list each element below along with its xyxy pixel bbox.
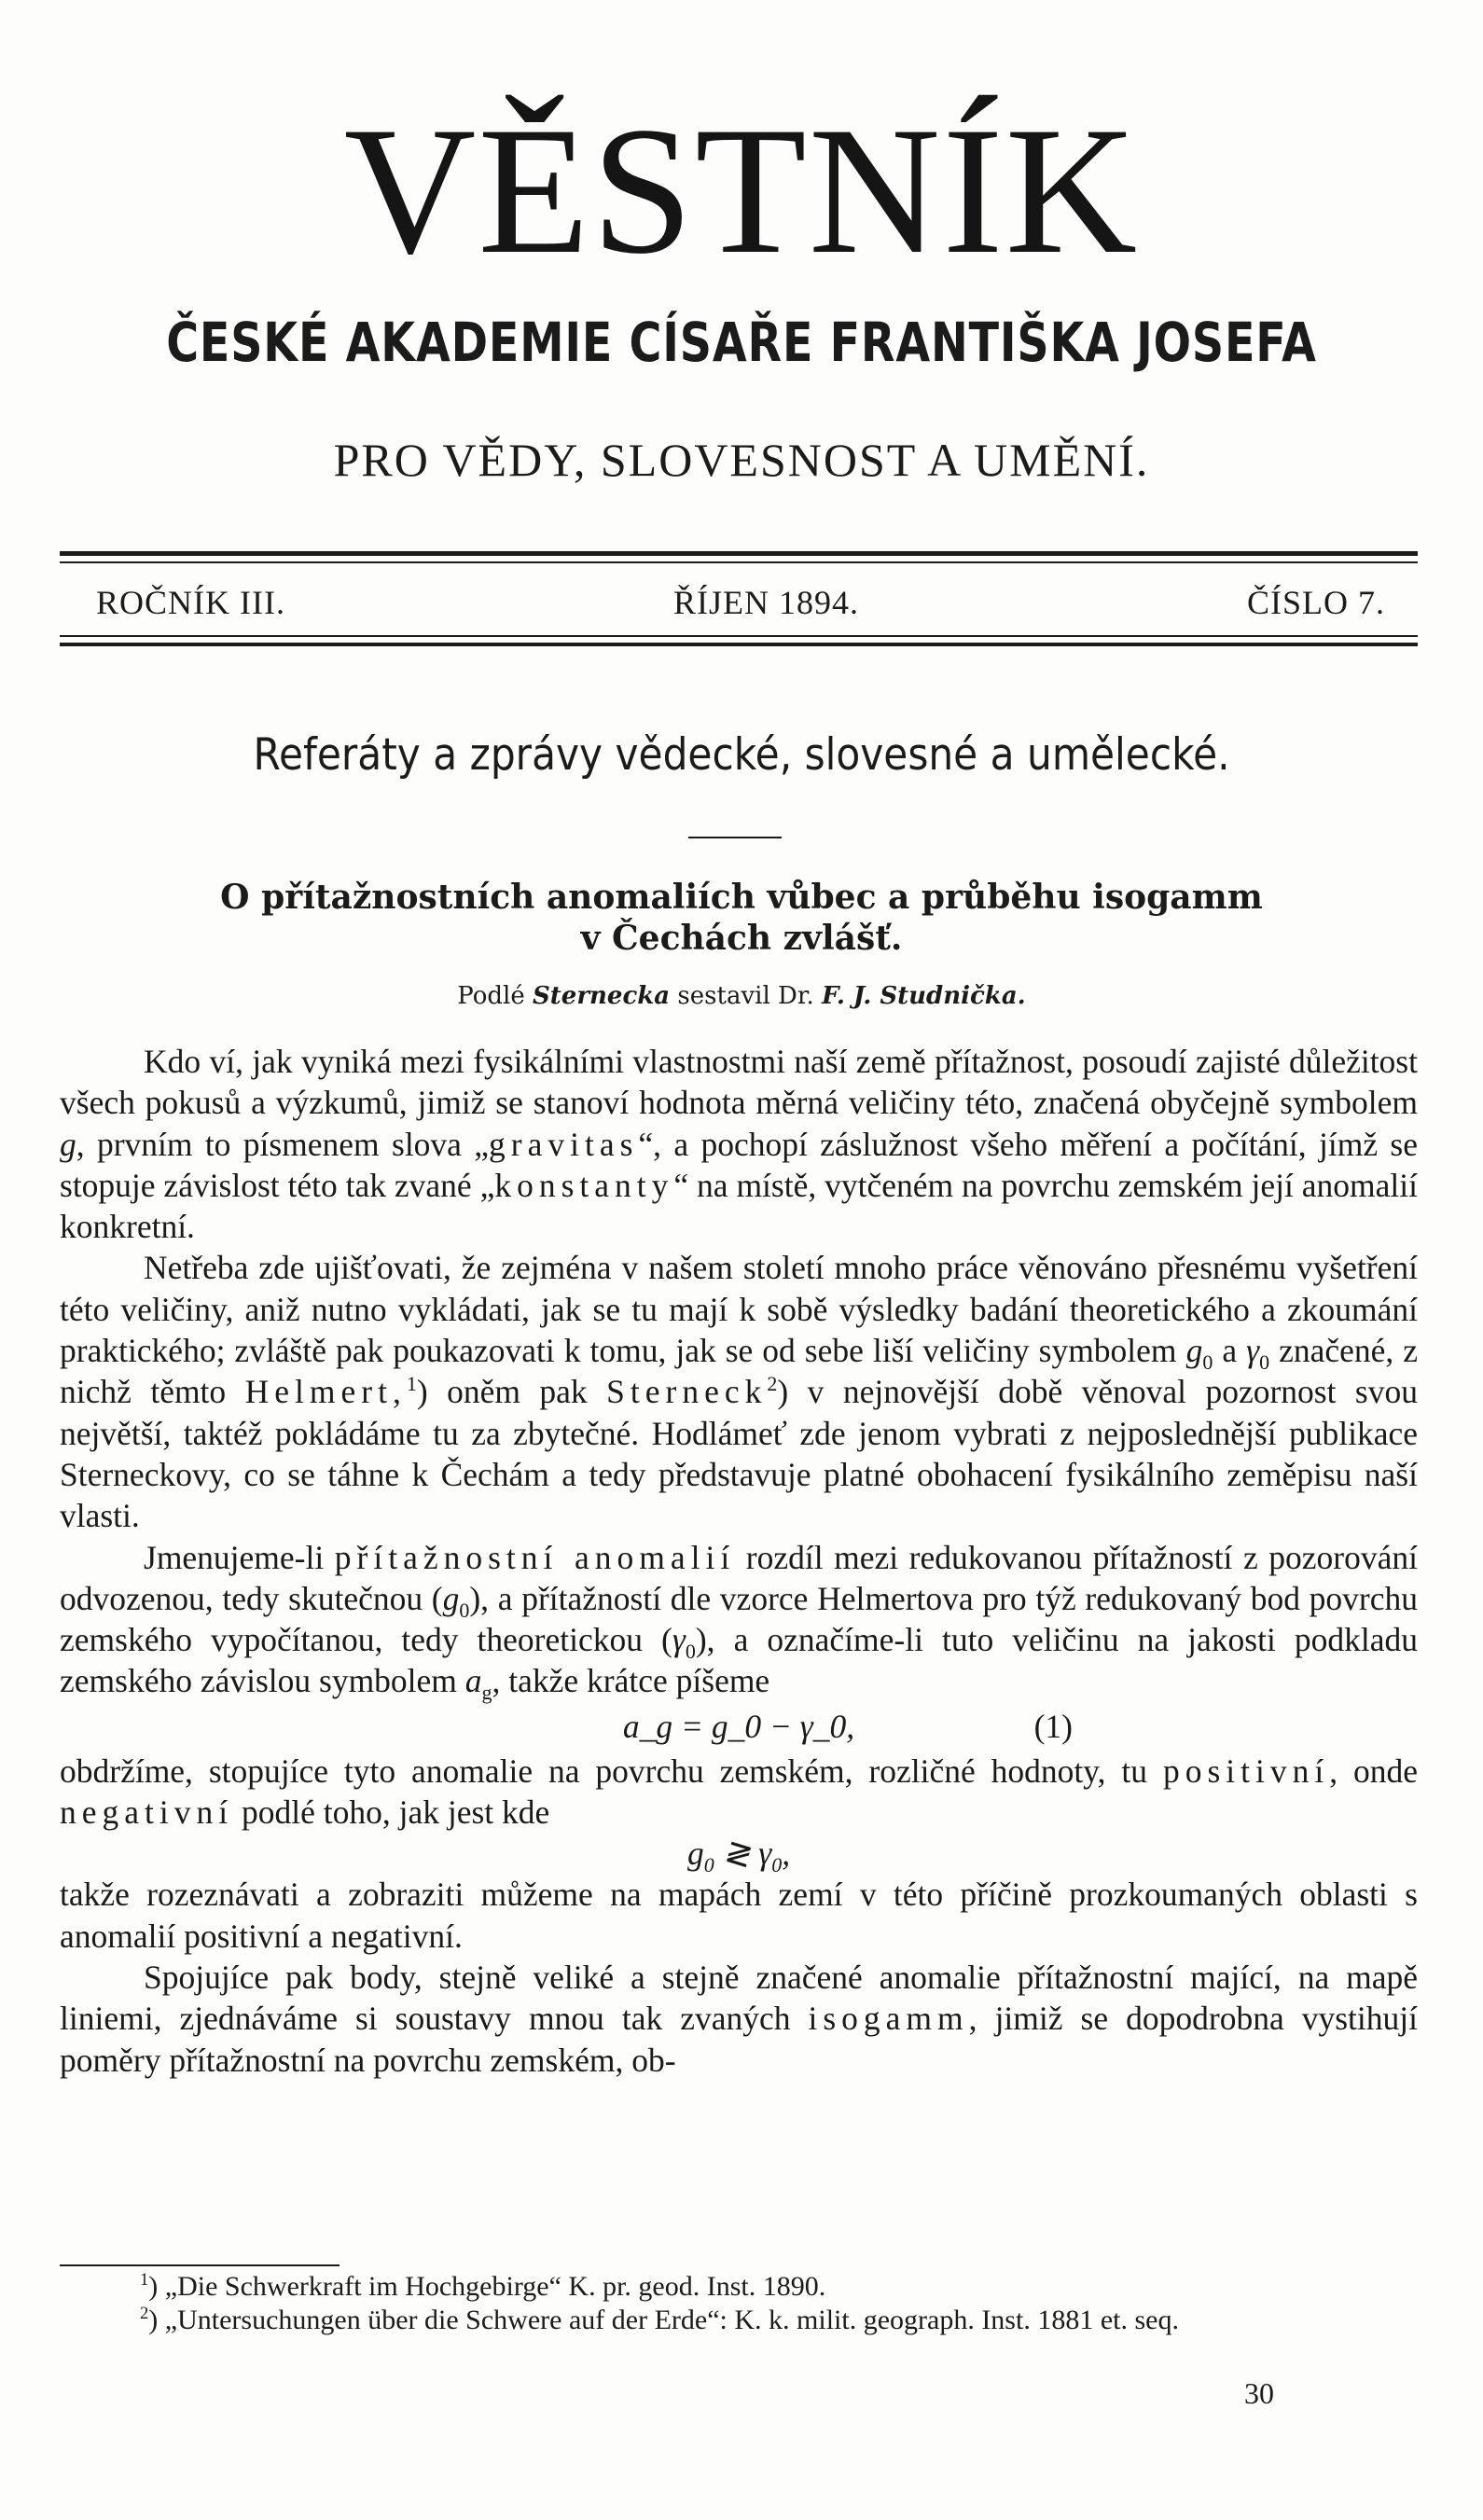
masthead-subtitle-2: PRO VĚDY, SLOVESNOST A UMĚNÍ.	[333, 434, 1150, 486]
inequality: $g_0$ ≷ $\gamma_0$,	[686, 1835, 791, 1877]
paragraph: Jmenujeme-li přítažnostní anomalií rozdíl mezi redukovanou přítažností z pozorování odvozenou, tedy skutečnou $(g_0)$, a přítažností dle vzorce Helmertova pro týž redukovaný bod povrchu zemského vypočítanou, tedy theoretickou $(\gamma_0)$, a označíme-li tuto veličinu na jakosti podkladu zemského závislou symbolem $a_g$, takže krátce píšeme	[60, 1538, 1418, 1705]
equation-formula: a_g = g_0 − γ_0,	[622, 1707, 855, 1745]
divider-rule	[60, 643, 1418, 646]
issue-number: ČÍSLO 7.	[1246, 584, 1385, 621]
issue-volume: ROČNÍK III.	[96, 584, 285, 621]
footnote-ref: 2	[767, 1372, 778, 1396]
paragraph: obdržíme, stopujíce tyto anomalie na povrchu zemském, rozličné hodnoty, tu positivní, onde negativní podlé toho, jak jest kde	[60, 1752, 1419, 1832]
issue-bar	[96, 576, 1385, 629]
equation-1	[60, 1702, 1418, 1751]
divider-rule	[60, 551, 1418, 556]
divider-rule	[60, 561, 1418, 563]
paragraph: Spojujíce pak body, stejně veliké a stejně značené anomalie přítažnostní mající, na mapě liniemi, zjednáváme si soustavy mnou tak zvaných isogamm, jimiž se dopodrobna vystihují poměry přítažnostní na povrchu zemském, ob-	[60, 1958, 1418, 2079]
article-title	[0, 877, 1483, 959]
masthead-subtitle: ČESKÉ AKADEMIE CÍSAŘE FRANTIŠKA JOSEFA	[166, 311, 1317, 374]
footnote-2: $^2$) „Untersuchungen über die Schwere auf der Erde“: K. k. milit. geograph. Inst. 1881 et. seq.	[140, 2304, 1179, 2335]
page-number: 30	[1244, 2376, 1274, 2410]
byline-prefix: Podlé	[457, 982, 525, 1010]
footnotes	[60, 2270, 1418, 2337]
article-byline	[0, 977, 1483, 1015]
paragraph: takže rozeznávati a zobraziti můžeme na mapách zemí v této příčině prozkoumaných oblasti s anomalií positivní a negativní.	[60, 1876, 1418, 1955]
equation-number: (1)	[1033, 1707, 1073, 1745]
article-title-line-2: v Čechách zvlášť.	[580, 919, 903, 958]
divider-rule	[60, 635, 1418, 637]
article-body	[60, 1041, 1418, 2081]
article-title-line-1: O přítažnostních anomaliích vůbec a průběhu isogamm	[220, 878, 1263, 917]
byline-source: Sternecka	[532, 982, 671, 1010]
byline-mid: sestavil Dr.	[677, 982, 814, 1010]
short-divider	[688, 837, 782, 838]
paragraph: Netřeba zde ujišťovati, že zejména v našem století mnoho práce věnováno přesnému vyšetření této veličiny, aniž nutno vykládati, jak se tu mají k sobě výsledky badání theoretického a zkoumání praktického; zvláště pak poukazovati k tomu, jak se od sebe liší veličiny symbolem $g_0$ a $\gamma_0$ značené, z nichž těmto Helmert,$^1$) oněm pak Sterneck$^2$) v nejnovější době věnoval pozornost svou největší, taktéž pokládáme tu za zbytečné. Hodlámeť zde jenom vybrati z nejposlednější publikace Sterneckovy, co se táhne k Čechám a tedy představuje platné obohacení fysikálního zeměpisu naší vlasti.	[60, 1249, 1419, 1535]
footnote-rule	[60, 2264, 340, 2266]
masthead-title: VĚSTNÍK	[343, 90, 1140, 292]
issue-date: ŘÍJEN 1894.	[672, 584, 859, 621]
paragraph: Kdo ví, jak vyniká mezi fysikálními vlastnostmi naší země přítažnost, posoudí zajisté důležitost všech pokusů a výzkumů, jimiž se stanoví hodnota měrná veličiny této, značená obyčejně symbolem g, prvním to písmenem slova „gravitas“, a pochopí záslužnost všeho měření a počítání, jímž se stopuje závislost této tak zvané „konstanty“ na místě, vytčeném na povrchu zemském její anomalií konkretní.	[60, 1043, 1418, 1246]
footnote-1: $^1$) „Die Schwerkraft im Hochgebirge“ K. pr. geod. Inst. 1890.	[140, 2270, 826, 2302]
byline-author: F. J. Studnička.	[821, 982, 1026, 1010]
section-heading: Referáty a zprávy vědecké, slovesné a umělecké.	[253, 729, 1230, 781]
footnote-ref: 1	[406, 1372, 417, 1396]
